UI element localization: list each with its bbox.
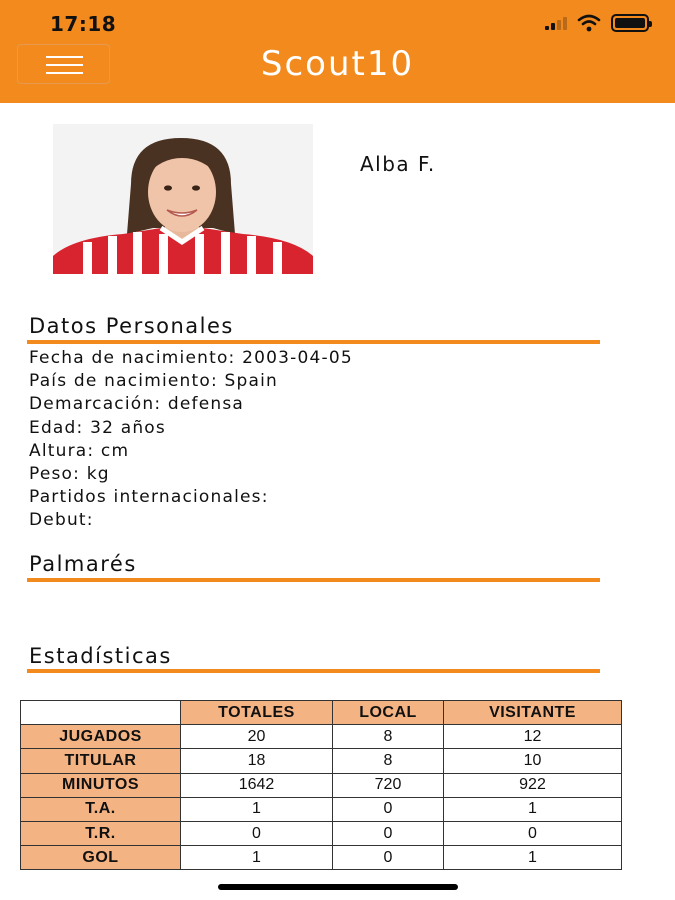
cell-value: 20: [181, 725, 333, 749]
international-matches: Partidos internacionales:: [29, 487, 269, 508]
row-label: TITULAR: [21, 749, 181, 773]
personal-data-list: [29, 348, 353, 534]
cell-value: 8: [333, 749, 444, 773]
cell-value: 0: [333, 797, 444, 821]
birth-date: Fecha de nacimiento: 2003-04-05: [29, 348, 353, 368]
wifi-icon: [577, 14, 601, 32]
birth-country: País de nacimiento: Spain: [29, 371, 279, 392]
palmares-heading: Palmarés: [29, 552, 137, 576]
statistics-heading: Estadísticas: [29, 644, 172, 668]
column-header-local: LOCAL: [333, 701, 444, 725]
statistics-table: [20, 700, 622, 870]
table-row: [21, 846, 622, 870]
age: Edad: 32 años: [29, 417, 166, 438]
cell-value: 1: [444, 846, 622, 870]
column-header-totales: TOTALES: [181, 701, 333, 725]
cell-value: 10: [444, 749, 622, 773]
column-header-visitante: VISITANTE: [444, 701, 622, 725]
statistics-divider: [27, 669, 600, 673]
cell-value: 8: [333, 725, 444, 749]
row-label: T.A.: [21, 797, 181, 821]
table-row: [21, 749, 622, 773]
row-label: GOL: [21, 846, 181, 870]
cell-value: 720: [333, 773, 444, 797]
table-header-row: [21, 701, 622, 725]
row-label: JUGADOS: [21, 725, 181, 749]
height: Altura: cm: [29, 440, 130, 461]
player-portrait: [53, 124, 313, 274]
cell-value: 922: [444, 773, 622, 797]
personal-data-divider: [27, 340, 600, 344]
status-icons: [545, 14, 649, 32]
weight: Peso: kg: [29, 463, 110, 484]
player-photo: [53, 124, 313, 274]
row-label: MINUTOS: [21, 773, 181, 797]
debut: Debut:: [29, 510, 94, 531]
table-row: [21, 821, 622, 845]
app-title: Scout10: [260, 44, 415, 84]
cell-value: 1: [181, 797, 333, 821]
cell-value: 0: [444, 821, 622, 845]
cell-value: 0: [181, 821, 333, 845]
table-corner-cell: [21, 701, 181, 725]
cellular-signal-icon: [545, 16, 567, 30]
cell-value: 1: [444, 797, 622, 821]
cell-value: 12: [444, 725, 622, 749]
personal-data-heading: Datos Personales: [29, 314, 234, 338]
cell-value: 18: [181, 749, 333, 773]
battery-icon: [611, 14, 649, 32]
table-row: [21, 773, 622, 797]
row-label: T.R.: [21, 821, 181, 845]
cell-value: 0: [333, 821, 444, 845]
status-time: 17:18: [50, 12, 117, 36]
table-row: [21, 725, 622, 749]
palmares-divider: [27, 578, 600, 582]
cell-value: 1642: [181, 773, 333, 797]
position: Demarcación: defensa: [29, 394, 245, 415]
cell-value: 1: [181, 846, 333, 870]
cell-value: 0: [333, 846, 444, 870]
player-name: Alba F.: [360, 152, 436, 176]
home-indicator[interactable]: [218, 884, 458, 890]
app-header: [0, 0, 675, 103]
table-row: [21, 797, 622, 821]
